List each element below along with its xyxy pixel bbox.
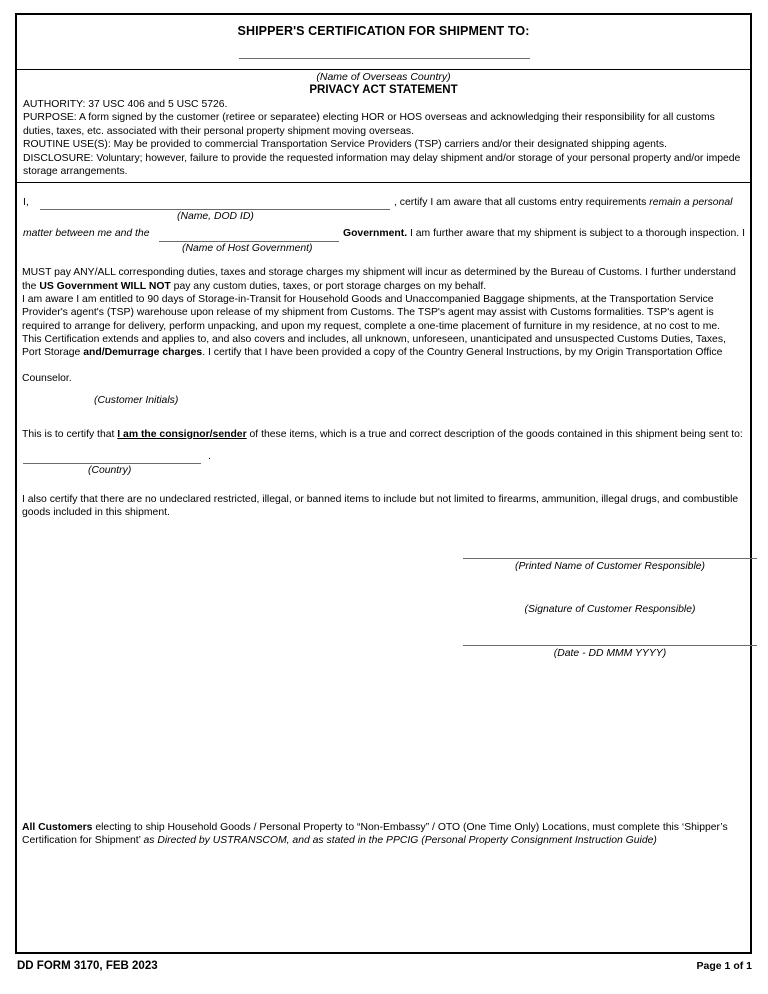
- must-pay-p3-b: . I certify that I have been provided a copy of the Country General Instructions, by my Origin Transportation Office: [202, 347, 723, 359]
- host-government-row: [22, 228, 745, 255]
- form-id-label: DD FORM 3170, FEB 2023: [17, 960, 158, 972]
- date-caption: (Date - DD MMM YYYY): [553, 647, 667, 659]
- certification-body: [17, 197, 750, 658]
- must-pay-paragraphs: [22, 266, 745, 359]
- consignor-statement: [22, 428, 745, 441]
- host-tail-bold: Government.: [343, 228, 408, 240]
- signature-block: [22, 558, 745, 659]
- signature-caption: (Signature of Customer Responsible): [524, 603, 696, 615]
- destination-country-fill-line[interactable]: [23, 463, 201, 464]
- certify-tail-plain: , certify I am aware that all customs entry requirements: [394, 197, 650, 209]
- must-pay-paragraph-1: [22, 266, 745, 293]
- customer-initials-caption: (Customer Initials): [94, 394, 179, 406]
- demurrage-charges-emphasis: and/Demurrage charges: [83, 347, 203, 359]
- consignor-sender-emphasis: I am the consignor/sender: [117, 428, 247, 440]
- host-tail-plain: I am further aware that my shipment is subject to a thorough inspection. I: [407, 228, 745, 240]
- host-government-fill-line[interactable]: [159, 241, 339, 242]
- host-government-caption: (Name of Host Government): [182, 243, 313, 255]
- overseas-country-fill-line[interactable]: [239, 58, 530, 59]
- all-customers-note: [22, 821, 745, 848]
- certify-name-row: [22, 197, 745, 223]
- page-number-label: Page 1 of 1: [696, 960, 752, 972]
- must-pay-p3-a: This Certification extends and applies to, and also covers and includes, all unknown, unforeseen, unanticipated and unsuspected Customs Duties, Taxes, Port Storage: [22, 333, 726, 359]
- destination-country-row: [22, 451, 745, 477]
- us-government-will-not-emphasis: US Government WILL NOT: [39, 280, 171, 292]
- destination-country-caption: (Country): [88, 465, 132, 477]
- date-fill-area[interactable]: [463, 615, 745, 645]
- name-dodid-caption: (Name, DOD ID): [177, 211, 254, 223]
- signature-fill-area[interactable]: [463, 572, 745, 602]
- privacy-purpose-line: PURPOSE: A form signed by the customer (retiree or separatee) electing HOR or HOS overseas and acknowledging their responsibility for all customs duties, taxes, etc. associated with their personal property shipment moving overseas.: [23, 112, 715, 137]
- form-footer: [17, 960, 752, 976]
- certify-lead-label: I,: [23, 197, 29, 209]
- name-dodid-fill-line[interactable]: [40, 209, 390, 210]
- privacy-disclosure-line: DISCLOSURE: Voluntary; however, failure to provide the requested information may delay shipment and/or storage of your personal property and/or impede storage arrangements.: [23, 152, 741, 178]
- all-customers-lead: All Customers: [22, 822, 93, 833]
- undeclared-items-statement: I also certify that there are no undeclared restricted, illegal, or banned items to include but not limited to firearms, ammunition, illegal drugs, and combustible goods included in this shipment.: [22, 494, 739, 519]
- privacy-authority-line: AUTHORITY: 37 USC 406 and 5 USC 5726.: [23, 99, 228, 110]
- counselor-line: Counselor.: [22, 373, 72, 385]
- must-pay-paragraph-2: I am aware I am entitled to 90 days of Storage-in-Transit for Household Goods and Unaccompanied Baggage shipments, at the Transportation Service Provider's agent's (TSP) warehouse upon release of my shipment from Customs. The TSP's agent may assist with Customs formalities. TSP's agent is required to arrange for delivery, perform unpacking, and upon my request, complete a one-time placement of furniture in my residence, at no cost to me.: [22, 294, 721, 332]
- certify-tail-italic: remain a personal: [649, 197, 733, 209]
- page-title: SHIPPER'S CERTIFICATION FOR SHIPMENT TO:: [237, 24, 530, 38]
- destination-country-period: .: [208, 451, 211, 463]
- consignor-text-b: of these items, which is a true and correct description of the goods contained in this shipment being sent to:: [246, 428, 743, 440]
- must-pay-paragraph-3: [22, 333, 745, 359]
- form-frame: [15, 13, 752, 954]
- must-pay-p1-b: pay any custom duties, taxes, or port storage charges on my behalf.: [170, 280, 487, 292]
- all-customers-plain: electing to ship Household Goods / Personal Property to “Non-Embassy” / OTO (One Time Only) Locations, must complete this ‘Shipper’s Certification for Shipment’: [22, 822, 728, 847]
- must-pay-p1-a: MUST pay ANY/ALL corresponding duties, taxes and storage charges my shipment will incur as determined by the Bureau of Customs. I further understand the: [22, 267, 736, 292]
- host-lead-label: matter between me and the: [23, 228, 150, 240]
- privacy-act-section: [17, 70, 750, 183]
- overseas-country-caption: (Name of Overseas Country): [316, 71, 451, 83]
- certify-tail-text: [394, 197, 732, 208]
- privacy-act-heading: PRIVACY ACT STATEMENT: [309, 84, 458, 96]
- all-customers-italic: as Directed by USTRANSCOM, and as stated in the PPCIG (Personal Property Consignment Instruction Guide): [143, 835, 657, 847]
- host-tail-text: [343, 228, 745, 239]
- privacy-routine-use-line: ROUTINE USE(S): May be provided to commercial Transportation Service Providers (TSP) carriers and/or their designated shipping agents.: [23, 139, 667, 151]
- consignor-text-a: This is to certify that: [22, 428, 118, 440]
- printed-name-caption: (Printed Name of Customer Responsible): [515, 560, 705, 572]
- form-header: [17, 15, 750, 70]
